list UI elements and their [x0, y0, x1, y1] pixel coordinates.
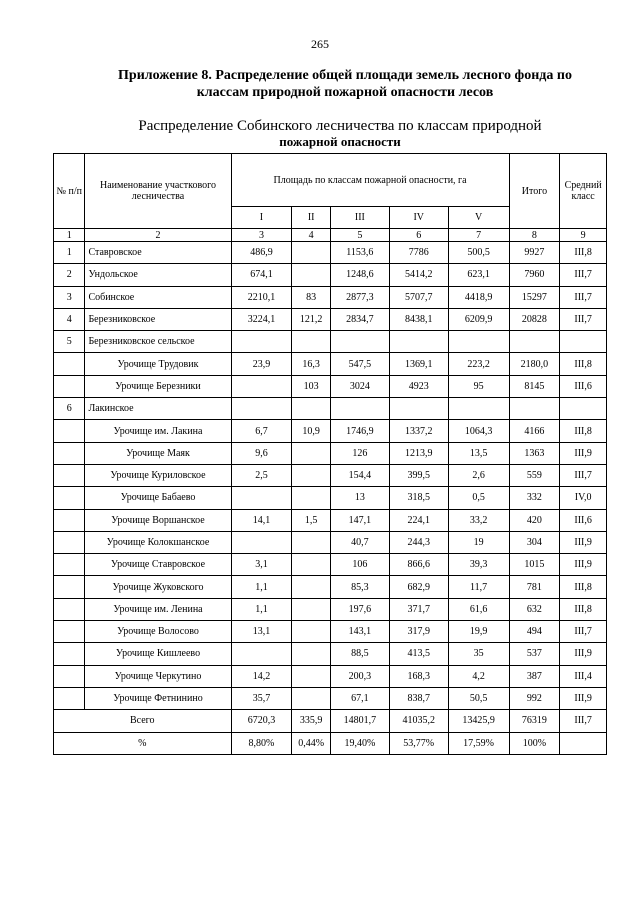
class-1-area [231, 531, 292, 553]
total-area: 387 [509, 665, 560, 687]
total-area: 15297 [509, 286, 560, 308]
appendix-title [90, 67, 600, 101]
row-number [54, 375, 85, 397]
row-number: 2 [54, 264, 85, 286]
class-5-area: 19 [448, 531, 509, 553]
class-1-area: 13,1 [231, 621, 292, 643]
header-class-2: II [292, 207, 331, 229]
totals-cell: 13425,9 [448, 710, 509, 732]
row-number [54, 576, 85, 598]
table-row [54, 442, 607, 464]
class-1-area: 674,1 [231, 264, 292, 286]
percent-cell: 100% [509, 732, 560, 754]
class-3-area: 1746,9 [330, 420, 389, 442]
total-area: 559 [509, 464, 560, 486]
row-number [54, 420, 85, 442]
row-number [54, 598, 85, 620]
table-row [54, 398, 607, 420]
class-5-area: 61,6 [448, 598, 509, 620]
total-area: 4166 [509, 420, 560, 442]
class-1-area: 9,6 [231, 442, 292, 464]
average-class: III,7 [560, 621, 607, 643]
class-4-area: 168,3 [389, 665, 448, 687]
table-row [54, 621, 607, 643]
class-4-area: 866,6 [389, 554, 448, 576]
class-4-area: 5414,2 [389, 264, 448, 286]
appendix-title-line2: классам природной пожарной опасности лесов [196, 85, 494, 100]
average-class: IV,0 [560, 487, 607, 509]
forestry-name: Березниковское сельское [85, 331, 231, 353]
totals-cell: 76319 [509, 710, 560, 732]
row-number: 6 [54, 398, 85, 420]
forestry-name: Собинское [85, 286, 231, 308]
class-1-area [231, 487, 292, 509]
class-1-area: 23,9 [231, 353, 292, 375]
class-4-area: 4923 [389, 375, 448, 397]
header-total: Итого [509, 154, 560, 229]
col-number: 3 [231, 229, 292, 242]
average-class: III,8 [560, 353, 607, 375]
header-name: Наименование участкового лесничества [85, 154, 231, 229]
class-4-area: 399,5 [389, 464, 448, 486]
class-2-area [292, 643, 331, 665]
class-1-area: 1,1 [231, 598, 292, 620]
average-class: III,9 [560, 531, 607, 553]
class-2-area [292, 331, 331, 353]
forestry-name: Урочище Березники [85, 375, 231, 397]
class-3-area: 106 [330, 554, 389, 576]
col-number: 7 [448, 229, 509, 242]
total-area: 420 [509, 509, 560, 531]
forestry-name: Урочище Жуковского [85, 576, 231, 598]
header-num: № п/п [54, 154, 85, 229]
forestry-name: Лакинское [85, 398, 231, 420]
class-3-area: 143,1 [330, 621, 389, 643]
col-number: 6 [389, 229, 448, 242]
table-row [54, 487, 607, 509]
percent-cell [560, 732, 607, 754]
class-5-area: 33,2 [448, 509, 509, 531]
forestry-name: Урочище им. Ленина [85, 598, 231, 620]
class-4-area: 317,9 [389, 621, 448, 643]
totals-cell: 6720,3 [231, 710, 292, 732]
row-number: 3 [54, 286, 85, 308]
average-class: III,7 [560, 264, 607, 286]
forestry-name: Березниковское [85, 308, 231, 330]
table-row [54, 331, 607, 353]
class-4-area: 1213,9 [389, 442, 448, 464]
total-area: 1015 [509, 554, 560, 576]
average-class: III,6 [560, 375, 607, 397]
class-5-area: 95 [448, 375, 509, 397]
percent-cell: 8,80% [231, 732, 292, 754]
total-area: 632 [509, 598, 560, 620]
class-4-area: 371,7 [389, 598, 448, 620]
column-number-row [54, 229, 607, 242]
class-3-area: 200,3 [330, 665, 389, 687]
class-5-area: 4418,9 [448, 286, 509, 308]
table-row [54, 264, 607, 286]
row-number: 5 [54, 331, 85, 353]
totals-cell: 335,9 [292, 710, 331, 732]
average-class: III,7 [560, 286, 607, 308]
class-1-area: 14,2 [231, 665, 292, 687]
class-1-area: 3,1 [231, 554, 292, 576]
class-1-area: 14,1 [231, 509, 292, 531]
class-2-area [292, 554, 331, 576]
total-area: 494 [509, 621, 560, 643]
row-number [54, 554, 85, 576]
class-1-area: 6,7 [231, 420, 292, 442]
header-class-5: V [448, 207, 509, 229]
percent-cell: 0,44% [292, 732, 331, 754]
average-class: III,7 [560, 308, 607, 330]
forestry-name: Урочище Трудовик [85, 353, 231, 375]
col-number: 8 [509, 229, 560, 242]
class-1-area: 35,7 [231, 687, 292, 709]
forestry-name: Ставровское [85, 242, 231, 264]
class-1-area: 3224,1 [231, 308, 292, 330]
class-5-area: 500,5 [448, 242, 509, 264]
average-class: III,8 [560, 242, 607, 264]
total-area: 1363 [509, 442, 560, 464]
table-row [54, 308, 607, 330]
forestry-name: Урочище Колокшанское [85, 531, 231, 553]
average-class: III,9 [560, 554, 607, 576]
col-number: 9 [560, 229, 607, 242]
total-area: 2180,0 [509, 353, 560, 375]
class-5-area: 0,5 [448, 487, 509, 509]
table-row [54, 464, 607, 486]
class-3-area: 2877,3 [330, 286, 389, 308]
header-class-1: I [231, 207, 292, 229]
forestry-name: Урочище Фетнинино [85, 687, 231, 709]
class-5-area: 11,7 [448, 576, 509, 598]
subtitle-line1: Распределение Собинского лесничества по классам природной [138, 118, 542, 134]
class-5-area: 39,3 [448, 554, 509, 576]
class-3-area: 197,6 [330, 598, 389, 620]
class-1-area [231, 643, 292, 665]
row-number [54, 487, 85, 509]
total-area: 9927 [509, 242, 560, 264]
class-1-area: 2210,1 [231, 286, 292, 308]
totals-cell: III,7 [560, 710, 607, 732]
table-row [54, 420, 607, 442]
class-1-area [231, 398, 292, 420]
class-5-area: 2,6 [448, 464, 509, 486]
row-number [54, 643, 85, 665]
table-row [54, 687, 607, 709]
class-2-area: 1,5 [292, 509, 331, 531]
total-area: 7960 [509, 264, 560, 286]
row-number [54, 665, 85, 687]
class-1-area: 2,5 [231, 464, 292, 486]
average-class: III,6 [560, 509, 607, 531]
forestry-name: Ундольское [85, 264, 231, 286]
class-5-area: 50,5 [448, 687, 509, 709]
class-3-area: 13 [330, 487, 389, 509]
forestry-name: Урочище Ставровское [85, 554, 231, 576]
subtitle-line2: пожарной опасности [279, 134, 401, 149]
class-5-area: 13,5 [448, 442, 509, 464]
class-4-area [389, 398, 448, 420]
class-5-area: 4,2 [448, 665, 509, 687]
average-class: III,8 [560, 598, 607, 620]
class-2-area: 10,9 [292, 420, 331, 442]
page-number: 265 [311, 37, 329, 51]
totals-row [54, 710, 607, 732]
class-3-area: 67,1 [330, 687, 389, 709]
class-3-area: 126 [330, 442, 389, 464]
average-class: III,8 [560, 576, 607, 598]
table-row [54, 286, 607, 308]
class-3-area: 1153,6 [330, 242, 389, 264]
table-row [54, 509, 607, 531]
forestry-name: Урочище им. Лакина [85, 420, 231, 442]
class-5-area: 6209,9 [448, 308, 509, 330]
table-row [54, 554, 607, 576]
class-2-area [292, 576, 331, 598]
table-row [54, 531, 607, 553]
class-4-area: 244,3 [389, 531, 448, 553]
average-class: III,9 [560, 643, 607, 665]
total-area: 537 [509, 643, 560, 665]
percent-label: % [54, 732, 232, 754]
row-number [54, 509, 85, 531]
average-class: III,7 [560, 464, 607, 486]
row-number [54, 687, 85, 709]
totals-cell: 14801,7 [330, 710, 389, 732]
class-2-area [292, 242, 331, 264]
class-2-area [292, 464, 331, 486]
class-5-area [448, 331, 509, 353]
class-2-area [292, 531, 331, 553]
row-number: 1 [54, 242, 85, 264]
totals-cell: 41035,2 [389, 710, 448, 732]
row-number [54, 464, 85, 486]
class-3-area: 3024 [330, 375, 389, 397]
average-class: III,9 [560, 687, 607, 709]
col-number: 1 [54, 229, 85, 242]
forestry-name: Урочище Бабаево [85, 487, 231, 509]
percent-cell: 19,40% [330, 732, 389, 754]
table-row [54, 643, 607, 665]
class-3-area: 85,3 [330, 576, 389, 598]
table-row [54, 375, 607, 397]
class-5-area: 19,9 [448, 621, 509, 643]
average-class [560, 331, 607, 353]
col-number: 4 [292, 229, 331, 242]
class-1-area: 486,9 [231, 242, 292, 264]
total-area [509, 398, 560, 420]
class-5-area: 35 [448, 643, 509, 665]
row-number: 4 [54, 308, 85, 330]
class-2-area [292, 598, 331, 620]
average-class [560, 398, 607, 420]
class-3-area: 147,1 [330, 509, 389, 531]
row-number [54, 621, 85, 643]
class-3-area: 40,7 [330, 531, 389, 553]
percent-cell: 17,59% [448, 732, 509, 754]
class-4-area: 1369,1 [389, 353, 448, 375]
table-subtitle [100, 118, 580, 149]
col-number: 2 [85, 229, 231, 242]
class-5-area [448, 398, 509, 420]
class-5-area: 623,1 [448, 264, 509, 286]
header-area: Площадь по классам пожарной опасности, га [231, 154, 509, 207]
forestry-name: Урочище Маяк [85, 442, 231, 464]
class-4-area [389, 331, 448, 353]
total-area: 781 [509, 576, 560, 598]
class-4-area: 318,5 [389, 487, 448, 509]
total-area: 992 [509, 687, 560, 709]
class-2-area [292, 442, 331, 464]
class-2-area: 121,2 [292, 308, 331, 330]
class-5-area: 1064,3 [448, 420, 509, 442]
class-4-area: 5707,7 [389, 286, 448, 308]
total-area: 8145 [509, 375, 560, 397]
average-class: III,4 [560, 665, 607, 687]
class-2-area [292, 665, 331, 687]
class-3-area: 2834,7 [330, 308, 389, 330]
class-3-area: 1248,6 [330, 264, 389, 286]
table-row [54, 576, 607, 598]
table-row [54, 353, 607, 375]
col-number: 5 [330, 229, 389, 242]
table-row [54, 242, 607, 264]
header-class-4: IV [389, 207, 448, 229]
header-class-3: III [330, 207, 389, 229]
total-area: 332 [509, 487, 560, 509]
class-2-area [292, 687, 331, 709]
class-2-area [292, 487, 331, 509]
table-row [54, 665, 607, 687]
row-number [54, 531, 85, 553]
class-4-area: 413,5 [389, 643, 448, 665]
forestry-name: Урочище Волосово [85, 621, 231, 643]
total-area [509, 331, 560, 353]
table-body [54, 242, 607, 710]
class-2-area [292, 264, 331, 286]
class-1-area [231, 331, 292, 353]
total-area: 20828 [509, 308, 560, 330]
class-4-area: 7786 [389, 242, 448, 264]
class-2-area [292, 398, 331, 420]
class-1-area [231, 375, 292, 397]
class-3-area: 154,4 [330, 464, 389, 486]
class-2-area [292, 621, 331, 643]
class-4-area: 682,9 [389, 576, 448, 598]
forestry-name: Урочище Кишлеево [85, 643, 231, 665]
class-3-area [330, 331, 389, 353]
average-class: III,9 [560, 442, 607, 464]
fire-danger-table [53, 153, 607, 755]
class-4-area: 8438,1 [389, 308, 448, 330]
forestry-name: Урочище Черкутино [85, 665, 231, 687]
forestry-name: Урочище Воршанское [85, 509, 231, 531]
percent-row [54, 732, 607, 754]
average-class: III,8 [560, 420, 607, 442]
class-2-area: 103 [292, 375, 331, 397]
totals-label: Всего [54, 710, 232, 732]
total-area: 304 [509, 531, 560, 553]
class-1-area: 1,1 [231, 576, 292, 598]
row-number [54, 353, 85, 375]
class-4-area: 1337,2 [389, 420, 448, 442]
class-3-area [330, 398, 389, 420]
header-avg: Средний класс [560, 154, 607, 229]
class-2-area: 16,3 [292, 353, 331, 375]
class-4-area: 224,1 [389, 509, 448, 531]
forestry-name: Урочище Куриловское [85, 464, 231, 486]
class-3-area: 547,5 [330, 353, 389, 375]
row-number [54, 442, 85, 464]
class-2-area: 83 [292, 286, 331, 308]
percent-cell: 53,77% [389, 732, 448, 754]
table-row [54, 598, 607, 620]
class-5-area: 223,2 [448, 353, 509, 375]
class-4-area: 838,7 [389, 687, 448, 709]
appendix-title-line1: Приложение 8. Распределение общей площади земель лесного фонда по [118, 68, 572, 83]
class-3-area: 88,5 [330, 643, 389, 665]
